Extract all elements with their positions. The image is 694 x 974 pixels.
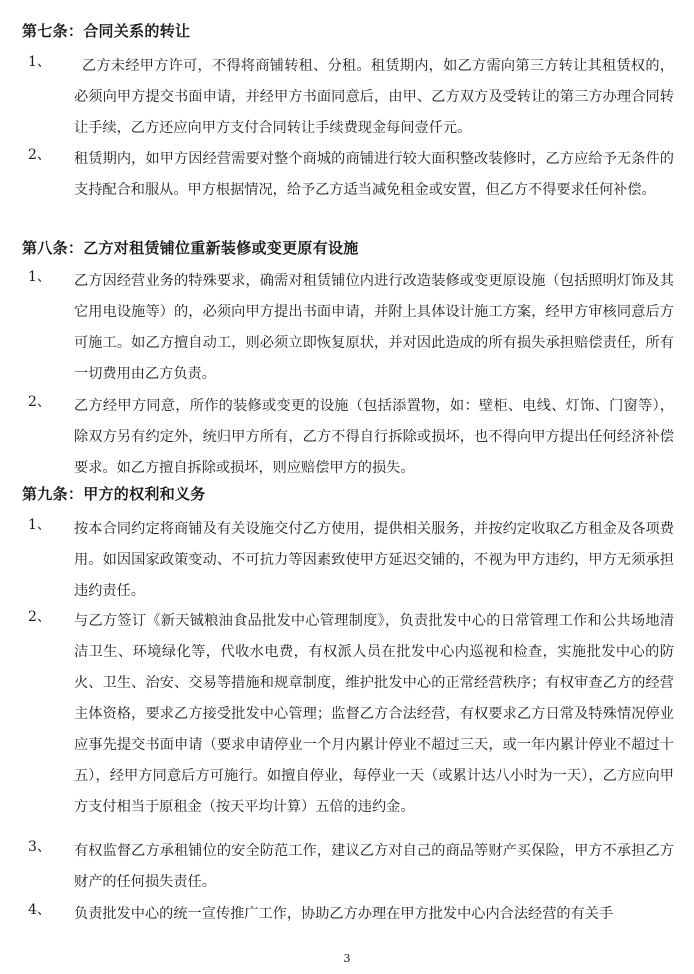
clause-text: 乙方未经甲方许可，不得将商铺转租、分租。租赁期内，如乙方需向第三方转让其租赁权的，必须向甲方提交书面申请，并经甲方书面同意后，由甲、乙方双方及受转让的第三方办理合同转让手续，乙方还应向甲方支付合同转让手续费现金每间壹仟元。 xyxy=(74,58,674,136)
clause-text: 按本合同约定将商铺及有关设施交付乙方使用，提供相关服务，并按约定收取乙方租金及各项费用。如因国家政策变动、不可抗力等因素致使甲方延迟交铺的，不视为甲方违约，甲方无须承担违约责任。 xyxy=(74,521,674,599)
clause-number: 2、 xyxy=(28,609,51,625)
clause-number: 1、 xyxy=(28,269,51,285)
article-7-title: 第七条：合同关系的转让 xyxy=(22,22,191,40)
clause-text: 乙方经甲方同意，所作的装修或变更的设施（包括添置物，如：壁柜、电线、灯饰、门窗等），除双方另有约定外，统归甲方所有，乙方不得自行拆除或损坏，也不得向甲方提出任何经济补偿要求。如乙方擅自拆除或损坏，则应赔偿甲方的损失。 xyxy=(74,398,674,476)
clause-text: 租赁期内，如甲方因经营需要对整个商城的商铺进行较大面积整改装修时，乙方应给予无条件的支持配合和服从。甲方根据情况，给予乙方适当减免租金或安置，但乙方不得要求任何补偿。 xyxy=(74,151,674,198)
clause-text: 与乙方签订《新天铖粮油食品批发中心管理制度》，负责批发中心的日常管理工作和公共场地清洁卫生、环境绿化等，代收水电费，有权派人员在批发中心内巡视和检查，实施批发中心的防火、卫生、治安、交易等措施和规章制度，维护批发中心的正常经营秩序；有权审查乙方的经营主体资格，要求乙方接受批发中心管理；监督乙方合法经营，有权要求乙方日常及特殊情况停业应事先提交书面申请（要求申请停业一个月内累计停业不超过三天，或一年内累计停业不超过十五），经甲方同意后方可施行。如擅自停业，每停业一天（或累计达八小时为一天），乙方应向甲方支付相当于原租金（按天平均计算）五倍的违约金。 xyxy=(74,613,674,815)
clause-text: 有权监督乙方承租铺位的安全防范工作，建议乙方对自己的商品等财产买保险，甲方不承担乙方财产的任何损失责任。 xyxy=(74,843,674,890)
article-8-title: 第八条：乙方对租赁铺位重新装修或变更原有设施 xyxy=(22,239,359,257)
clause-number: 3、 xyxy=(28,839,51,855)
clause-text: 乙方因经营业务的特殊要求，确需对租赁铺位内进行改造装修或变更原设施（包括照明灯饰及其它用电设施等）的，必须向甲方提出书面申请，并附上具体设计施工方案，经甲方审核同意后方可施工。如乙方擅自动工，则必须立即恢复原状，并对因此造成的所有损失承担赔偿责任，所有一切费用由乙方负责。 xyxy=(74,273,674,382)
page-number: 3 xyxy=(343,952,351,965)
clause-text: 负责批发中心的统一宣传推广工作，协助乙方办理在甲方批发中心内合法经营的有关手 xyxy=(74,906,614,922)
clause-number: 4、 xyxy=(28,902,51,918)
clause-number: 2、 xyxy=(28,147,51,163)
clause-number: 1、 xyxy=(28,54,51,70)
article-9-title: 第九条：甲方的权利和义务 xyxy=(22,485,206,503)
clause-number: 1、 xyxy=(28,517,51,533)
clause-number: 2、 xyxy=(28,394,51,410)
